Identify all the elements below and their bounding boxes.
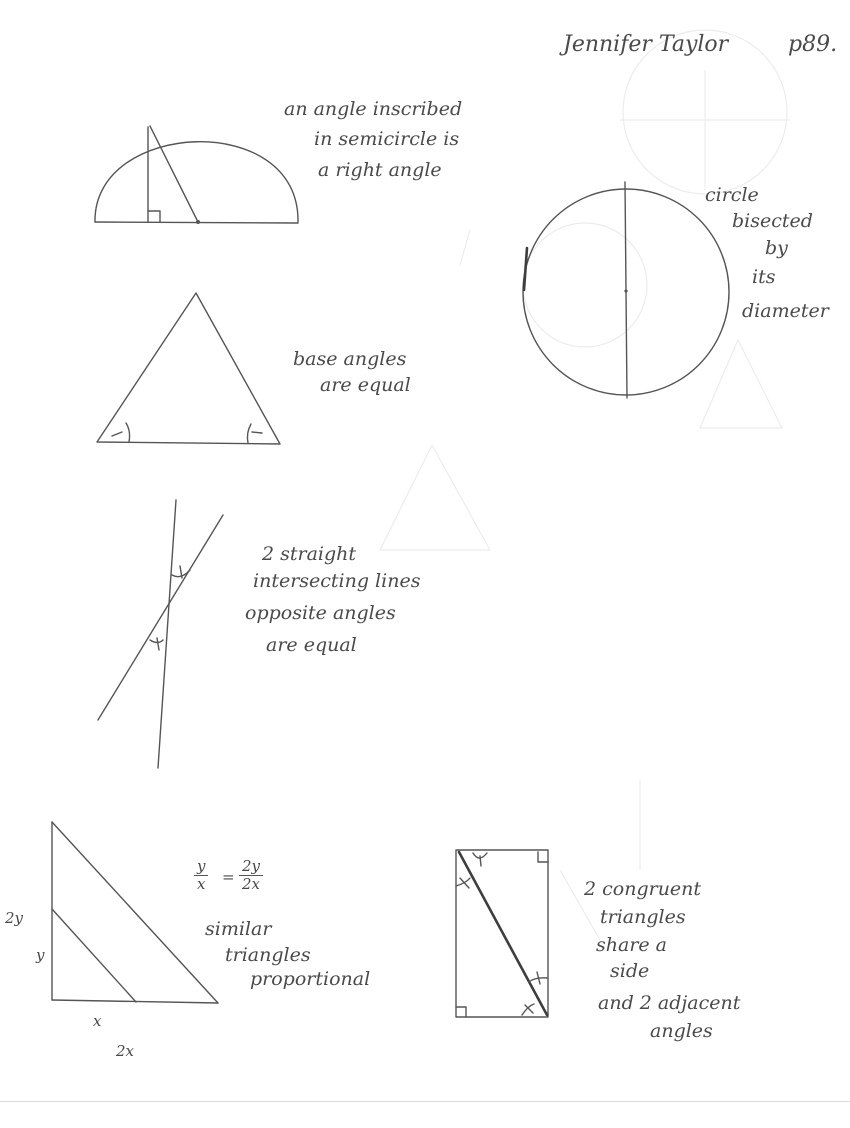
ratio-right-denominator: 2x xyxy=(242,875,261,893)
center-point xyxy=(196,220,200,224)
bisected-note-line-5: diameter xyxy=(742,300,829,322)
lines-note-line-1: 2 straight xyxy=(262,543,357,565)
ratio-right-numerator: 2y xyxy=(239,858,263,876)
ratio-left xyxy=(194,858,208,893)
student-name: Jennifer Taylor xyxy=(563,32,729,57)
ratio-left-denominator: x xyxy=(197,875,206,893)
similar-triangles-figure xyxy=(52,822,218,1003)
angle-arc-bottom xyxy=(522,1004,534,1015)
base-angle-arc-left xyxy=(126,423,130,442)
line-a xyxy=(158,500,176,768)
similar-note-line-2: triangles xyxy=(225,944,311,966)
base-angle-arc-right xyxy=(247,424,251,443)
ratio-left-numerator: y xyxy=(194,858,208,876)
congruent-note-line-5: and 2 adjacent xyxy=(598,992,741,1014)
right-angle-mark-bottom xyxy=(456,1007,466,1017)
bisected-note-line-2: bisected xyxy=(732,210,813,232)
isosceles-triangle xyxy=(97,293,280,444)
congruent-triangles-figure xyxy=(456,850,548,1017)
semicircle-note-line-2: in semicircle is xyxy=(314,128,460,150)
isosceles-note-line-2: are equal xyxy=(320,374,411,396)
inner-triangle-hypotenuse xyxy=(52,909,136,1002)
isosceles-figure xyxy=(97,293,280,444)
outer-triangle-hypotenuse xyxy=(52,822,218,1003)
lines-note-line-2: intersecting lines xyxy=(253,570,421,592)
base-angle-tick-right xyxy=(252,432,262,433)
semicircle-chord xyxy=(150,126,198,222)
semicircle-note-line-1: an angle inscribed xyxy=(284,98,463,120)
congruent-note-line-3: share a xyxy=(596,934,668,956)
congruent-note-line-6: angles xyxy=(650,1020,713,1042)
bisected-note-line-4: its xyxy=(752,266,776,288)
isosceles-note-line-1: base angles xyxy=(293,348,407,370)
semicircle-note-line-3: a right angle xyxy=(318,159,442,181)
outer-base-label: 2x xyxy=(116,1042,135,1060)
vertical-angle-tick-bottom xyxy=(157,638,159,650)
bisected-note-line-3: by xyxy=(765,237,788,259)
right-angle-mark xyxy=(148,211,160,222)
circle-center xyxy=(624,289,627,292)
outer-height-label: 2y xyxy=(5,909,24,927)
angle-tick-top xyxy=(480,856,481,866)
vertical-angle-arc-bottom xyxy=(150,640,163,643)
shared-diagonal xyxy=(459,852,547,1015)
equals-sign: = xyxy=(222,868,235,886)
line-b xyxy=(98,515,223,720)
similar-note-line-1: similar xyxy=(205,918,272,940)
semicircle-figure xyxy=(95,126,298,224)
ratio-right xyxy=(239,858,263,893)
base-angle-tick-left xyxy=(112,432,122,436)
semicircle-arc xyxy=(95,142,298,222)
inner-base-label: x xyxy=(93,1012,102,1030)
lines-note-line-3: opposite angles xyxy=(245,602,396,624)
arc-emphasis xyxy=(524,248,527,290)
right-angle-mark-top xyxy=(538,852,548,862)
lines-note-line-4: are equal xyxy=(266,634,357,656)
bisected-circle-figure xyxy=(523,182,729,398)
intersecting-lines-figure xyxy=(98,500,223,768)
bisected-note-line-1: circle xyxy=(705,184,759,206)
inner-height-label: y xyxy=(36,946,45,964)
page-number: p89. xyxy=(788,32,838,57)
similar-note-line-3: proportional xyxy=(250,968,371,990)
congruent-note-line-4: side xyxy=(610,960,650,982)
congruent-note-line-2: triangles xyxy=(600,906,686,928)
congruent-note-line-1: 2 congruent xyxy=(584,878,702,900)
